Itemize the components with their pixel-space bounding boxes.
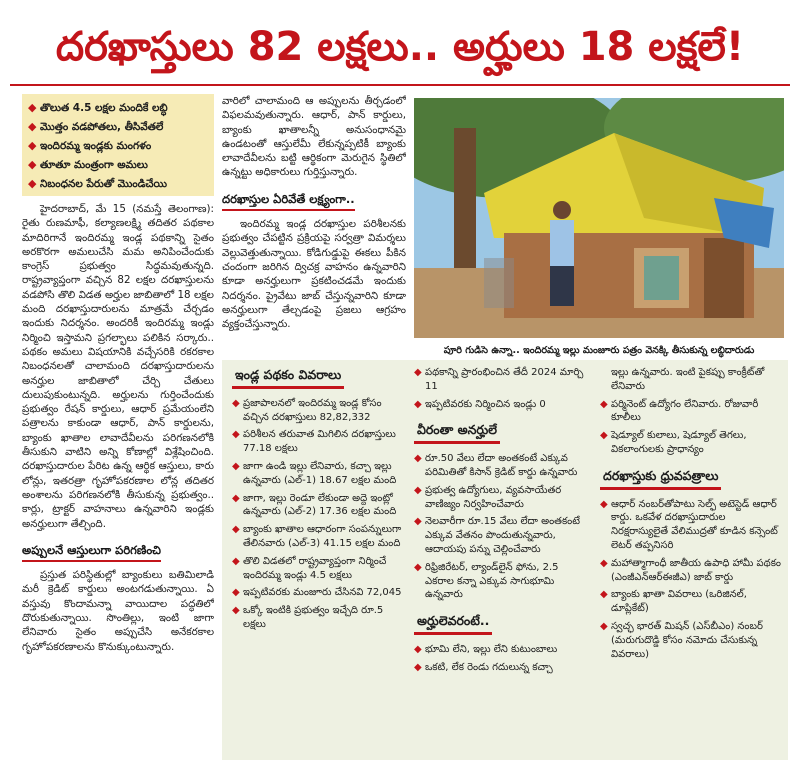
panel-item bbox=[600, 557, 782, 585]
highlight-item bbox=[28, 120, 208, 134]
panel-item-text: ఇప్పటివరకు నిర్మించిన ఇండ్లు 0 bbox=[425, 398, 546, 410]
panel-item bbox=[414, 452, 590, 480]
panel-title: దరఖాస్తుకు ధ్రువపత్రాలు bbox=[600, 467, 721, 490]
panel-item-text: ఒక్కో ఇంటికి ప్రభుత్వం ఇచ్చేది రూ.5 లక్షలు bbox=[243, 605, 384, 630]
panel-item-text: షెడ్యూల్ కులాలు, షెడ్యూల్ తెగలు, వికలాంగులకు ప్రాధాన్యం bbox=[611, 430, 747, 455]
subheading: అప్పులనే ఆస్తులుగా పరిగణించి bbox=[22, 543, 161, 562]
bullet-icon: ◆ bbox=[600, 498, 608, 510]
bullet-icon bbox=[600, 366, 611, 394]
panel-item bbox=[414, 366, 590, 394]
panel-item bbox=[414, 484, 590, 512]
bullet-icon: ◆ bbox=[28, 158, 37, 171]
panel-item-text: పర్మినెంట్ ఉద్యోగం లేనివారు. రోజువారీ కూలీలు bbox=[611, 398, 759, 424]
bullet-icon: ◆ bbox=[232, 587, 240, 599]
panel-item-text: ప్రజాపాలనలో ఇందిరమ్మ ఇండ్ల కోసం వచ్చిన దరఖాస్తులు 82,82,332 bbox=[243, 397, 382, 423]
panel-item-text: బ్యాంకు ఖాతా వివరాలు (ఒరిజినల్, డూప్లికేట్) bbox=[611, 589, 747, 615]
bullet-icon: ◆ bbox=[414, 367, 422, 378]
highlights-box bbox=[22, 94, 214, 196]
panel-item-text: రిఫ్రిజిరేటర్, ల్యాండ్‌లైన్ ఫోను, 2.5 ఎకరాల కన్నా ఎక్కువ సాగుభూమి ఉన్నవారు bbox=[425, 561, 559, 601]
panel-item-text: స్వచ్ఛ భారత్ మిషన్ (ఎస్‌బీఎం) నంబర్ (మరుగుదొడ్డి కోసం నమోదు చేసుకున్న వివరాలు) bbox=[611, 620, 763, 660]
panel-item bbox=[232, 428, 407, 456]
news-photo bbox=[414, 98, 784, 338]
panel-item-text: జాగా, ఇల్లు రెండూ లేకుండా అద్దె ఇంట్లో ఉన్నవారు (ఎల్-2) 17.36 లక్షల మంది bbox=[243, 492, 397, 518]
panel-item-text: ప్రభుత్వ ఉద్యోగులు, వ్యవసాయేతర వాణిజ్యం నిర్వహించేవారు bbox=[425, 484, 562, 510]
panel-item bbox=[600, 429, 782, 457]
panel-column-3 bbox=[600, 366, 782, 758]
bullet-icon: ◆ bbox=[232, 492, 240, 504]
panel-item bbox=[600, 588, 782, 616]
bullet-icon: ◆ bbox=[232, 429, 240, 441]
panel-item-text: రూ.50 వేలు లేదా అంతకంటే ఎక్కువ పరిమితితో కిసాన్ క్రెడిట్ కార్డు ఉన్నవారు bbox=[425, 453, 578, 478]
bullet-icon: ◆ bbox=[414, 453, 422, 465]
highlight-text: మొత్తం వడపోతలు, తీసివేతలే bbox=[40, 121, 164, 133]
bullet-icon: ◆ bbox=[414, 484, 422, 496]
panel-item bbox=[600, 620, 782, 661]
panel-item bbox=[600, 366, 782, 394]
bullet-icon: ◆ bbox=[28, 177, 37, 190]
bullet-icon: ◆ bbox=[600, 589, 608, 601]
bullet-icon: ◆ bbox=[600, 430, 608, 442]
panel-title: ఇండ్ల పథకం వివరాలు bbox=[232, 366, 344, 389]
panel-item-text: మహాత్మాగాంధీ జాతీయ ఉపాధి హామీ పథకం (ఎంజీఎన్‌ఆర్‌ఈజీఎ) జాబ్ కార్డు bbox=[611, 557, 781, 583]
panel-item bbox=[232, 397, 407, 425]
panel-item-text: భూమి లేని, ఇల్లు లేని కుటుంబాలు bbox=[425, 643, 558, 655]
panel-item bbox=[232, 523, 407, 551]
bullet-icon: ◆ bbox=[232, 524, 240, 536]
hut-photo-illustration bbox=[414, 98, 784, 338]
bullet-icon: ◆ bbox=[28, 139, 37, 152]
panel-item bbox=[414, 398, 590, 412]
highlight-item bbox=[28, 158, 208, 172]
headline: దరఖాస్తులు 82 లక్షలు.. అర్హులు 18 లక్షలే! bbox=[55, 24, 745, 70]
left-column bbox=[22, 202, 214, 762]
bullet-icon: ◆ bbox=[28, 101, 37, 114]
highlight-text: తొలుత 4.5 లక్షల మందికే లబ్ధి bbox=[40, 102, 168, 114]
bullet-icon: ◆ bbox=[414, 643, 422, 655]
bullet-icon: ◆ bbox=[600, 557, 608, 569]
panel-item bbox=[232, 460, 407, 488]
panel-title: వీరంతా అనర్హులే bbox=[414, 421, 500, 444]
panel-item-text: పథకాన్ని ప్రారంభించిన తేదీ 2024 మార్చి 11 bbox=[425, 367, 584, 392]
panel-title: అర్హులెవరంటే.. bbox=[414, 612, 492, 635]
bullet-icon: ◆ bbox=[232, 460, 240, 472]
panel-item bbox=[232, 555, 407, 583]
highlight-text: నిబంధనల పేరుతో మొండిచేయి bbox=[40, 178, 168, 190]
panel-item bbox=[232, 492, 407, 520]
panel-item-text: నెలవారీగా రూ.15 వేలు లేదా అంతకంటే ఎక్కువ వేతనం పొందుతున్నవారు, ఆదాయపు పన్ను చెల్లించేవారు bbox=[425, 516, 580, 555]
subheading: దరఖాస్తుల ఏరివేతే లక్ష్యంగా.. bbox=[222, 192, 355, 211]
panel-item bbox=[414, 515, 590, 556]
headline-rule bbox=[10, 84, 790, 86]
bullet-icon: ◆ bbox=[232, 555, 240, 567]
bullet-icon: ◆ bbox=[600, 620, 608, 632]
bullet-icon: ◆ bbox=[232, 397, 240, 409]
panel-item-text: ఒకటి, లేక రెండు గదులున్న కచ్చా bbox=[425, 661, 553, 673]
panel-column-1 bbox=[232, 366, 407, 636]
highlight-text: ఇందిరమ్మ ఇండ్లకు మంగళం bbox=[40, 140, 152, 152]
highlight-text: తూతూ మంత్రంగా అమలు bbox=[40, 159, 148, 171]
highlight-item bbox=[28, 177, 208, 191]
panel-item-text: ఆధార్ నంబర్‌తోపాటు సెల్ఫ్ అటెస్టెడ్ ఆధార్ కార్డు. ఒకవేళ దరఖాస్తుదారుల నిరక్షరాస్యులైతే వేలిముద్రతో కూడిన కన్సెంట్ లెటర్ తప్పనిసరి bbox=[611, 498, 778, 551]
panel-item-text: తొలి విడతలో రాష్ట్రవ్యాప్తంగా నిర్మించే ఇందిరమ్మ ఇండ్లు 4.5 లక్షలు bbox=[243, 555, 387, 581]
highlight-item bbox=[28, 101, 208, 115]
photo-caption: పూరి గుడిసె ఉన్నా.. ఇందిరమ్మ ఇల్లు మంజూరు పత్రం వెనక్కి తీసుకున్న లబ్ధిదారుడు bbox=[443, 345, 755, 356]
panel-item-text: జాగా ఉండి ఇల్లు లేనివారు, కచ్చా ఇల్లు ఉన్నవారు (ఎల్-1) 18.67 లక్షల మంది bbox=[243, 460, 397, 486]
panel-item bbox=[232, 604, 407, 632]
panel-item bbox=[414, 561, 590, 602]
body-paragraph: వారిలో చాలామంది ఆ అప్పులను తీర్చడంలో విఫలమవుతున్నారు. ఆధార్, పాన్ కార్డులు, బ్యాంకు ఖాతాలన్నీ అనుసంధానమై ఉండటంతో ఆస్తులేమీ లేకున్నప్పటికీ బ్యాంకు లావాదేవీలను బట్టి ఆర్థికంగా మెరుగైన స్థితిలో ఉన్నట్టు అధికారులు గుర్తిస్తున్నారు. bbox=[222, 95, 406, 179]
panel-item-text: ఇల్లు ఉన్నవారు. ఇంటి పైకప్పు కాంక్రీట్‌తో లేనివారు bbox=[611, 367, 765, 392]
body-paragraph: ఇందిరమ్మ ఇండ్ల దరఖాస్తుల పరిశీలనకు ప్రభుత్వం చేపట్టిన ప్రక్రియపై సర్వత్రా విమర్శలు వెల్లువెత్తుతున్నాయి. కోడిగుడ్డుపై ఈకలు పీకిన చందంగా జరిగిన ద్విచక్ర వాహనం ఉన్నవారిని కూడా అనర్హులుగా ప్రకటించడమే ఇందుకు నిదర్శనం. ప్రైవేటు జాబ్ చేస్తున్నవారిని కూడా అనర్హులుగా తేల్చడంపై ప్రజలు ఆగ్రహం వ్యక్తంచేస్తున్నారు. bbox=[222, 218, 406, 331]
bullet-icon: ◆ bbox=[414, 561, 422, 573]
bullet-icon: ◆ bbox=[414, 661, 422, 673]
body-paragraph: హైదరాబాద్, మే 15 (నమస్తే తెలంగాణ): రైతు రుణమాఫీ, కల్యాణలక్ష్మి తదితర పథకాల మాదిరిగానే ఇందిరమ్మ ఇండ్ల పథకాన్ని సైతం అరకొరగా అమలుచేసి మమ అనిపించేందుకు కాంగ్రెస్ ప్రభుత్వం సిద్ధమవుతున్నది. రాష్ట్రవ్యాప్తంగా వచ్చిన 82 లక్షల దరఖాస్తులను వడపోసి తొలి విడత అర్హుల జాబితాలో 18 లక్షల మంది దరఖాస్తుదారులను మాత్రమే చేర్చడం ఇందుకు నిదర్శనం. అందరికీ ఇందిరమ్మ ఇండ్లు నిర్మించి ఇస్తామని ప్రగల్భాలు పలికిన సర్కారు.. పథకం అమలు విషయానికి వచ్చేసరికి రకరకాల నిబంధనలతో చాలామంది దరఖాస్తుదారులను అనర్హుల జాబితాలో చేర్చి చేతులు దులుపుకుంటున్నది. అర్హులను గుర్తించేందుకు ప్రభుత్వం రేషన్ కార్డులు, ఆధార్ ప్రమేయంలేని పత్రాలను కాకుండా ఆధార్, పాన్ కార్డులను, బ్యాంకు ఖాతాల లావాదేవీలను పరిగణనలోకి తీసుకుని వాటిని అన్ని కోణాల్లో విశ్లేషించింది. దరఖాస్తుదారుల పేరిట ఉన్న ఆర్థిక ఆస్తులు, కారు లోన్లు, ఇతరత్రా గృహోపకరణాల లోన్ల తదితర అంశాలను పరిగణనలోకి తీసుకున్న ప్రభుత్వం.. కార్లు, ట్రాక్టర్ వాహనాలు ఉన్నవారిని ఇండ్లకు అనర్హులుగా తేల్చింది. bbox=[22, 203, 214, 530]
bullet-icon: ◆ bbox=[414, 516, 422, 528]
panel-item bbox=[232, 586, 407, 600]
body-paragraph: ప్రస్తుత పరిస్థితుల్లో బ్యాంకులు బతిమిలాడి మరీ క్రెడిట్ కార్డులు అంటగడుతున్నాయి. ఏ వస్తువు కొందామన్నా వాయిదాల పద్ధతిలో దొరుకుతున్నాయి. సొంతిల్లు, ఇంటి జాగా లేనివారు సైతం అప్పుచేసి అనేకరకాల గృహోపకరణాలను కొనుక్కుంటున్నారు. bbox=[22, 569, 214, 653]
middle-column bbox=[222, 94, 406, 356]
panel-column-2 bbox=[414, 366, 590, 758]
highlight-item bbox=[28, 139, 208, 153]
bullet-icon: ◆ bbox=[28, 120, 37, 133]
panel-item-text: బ్యాంకు ఖాతాల ఆధారంగా సంపన్నులుగా తేలినవారు (ఎల్-3) 41.15 లక్షల మంది bbox=[243, 524, 402, 549]
bullet-icon: ◆ bbox=[414, 398, 422, 410]
panel-item bbox=[414, 643, 590, 657]
bullet-icon: ◆ bbox=[232, 605, 240, 617]
panel-item bbox=[600, 398, 782, 426]
panel-item bbox=[414, 661, 590, 675]
panel-item-text: ఇప్పటివరకు మంజూరు చేసినవి 72,045 bbox=[243, 587, 402, 599]
bullet-icon: ◆ bbox=[600, 398, 608, 410]
panel-item bbox=[600, 498, 782, 553]
panel-item-text: పరిశీలన తరువాత మిగిలిన దరఖాస్తులు 77.18 లక్షలు bbox=[243, 429, 396, 455]
